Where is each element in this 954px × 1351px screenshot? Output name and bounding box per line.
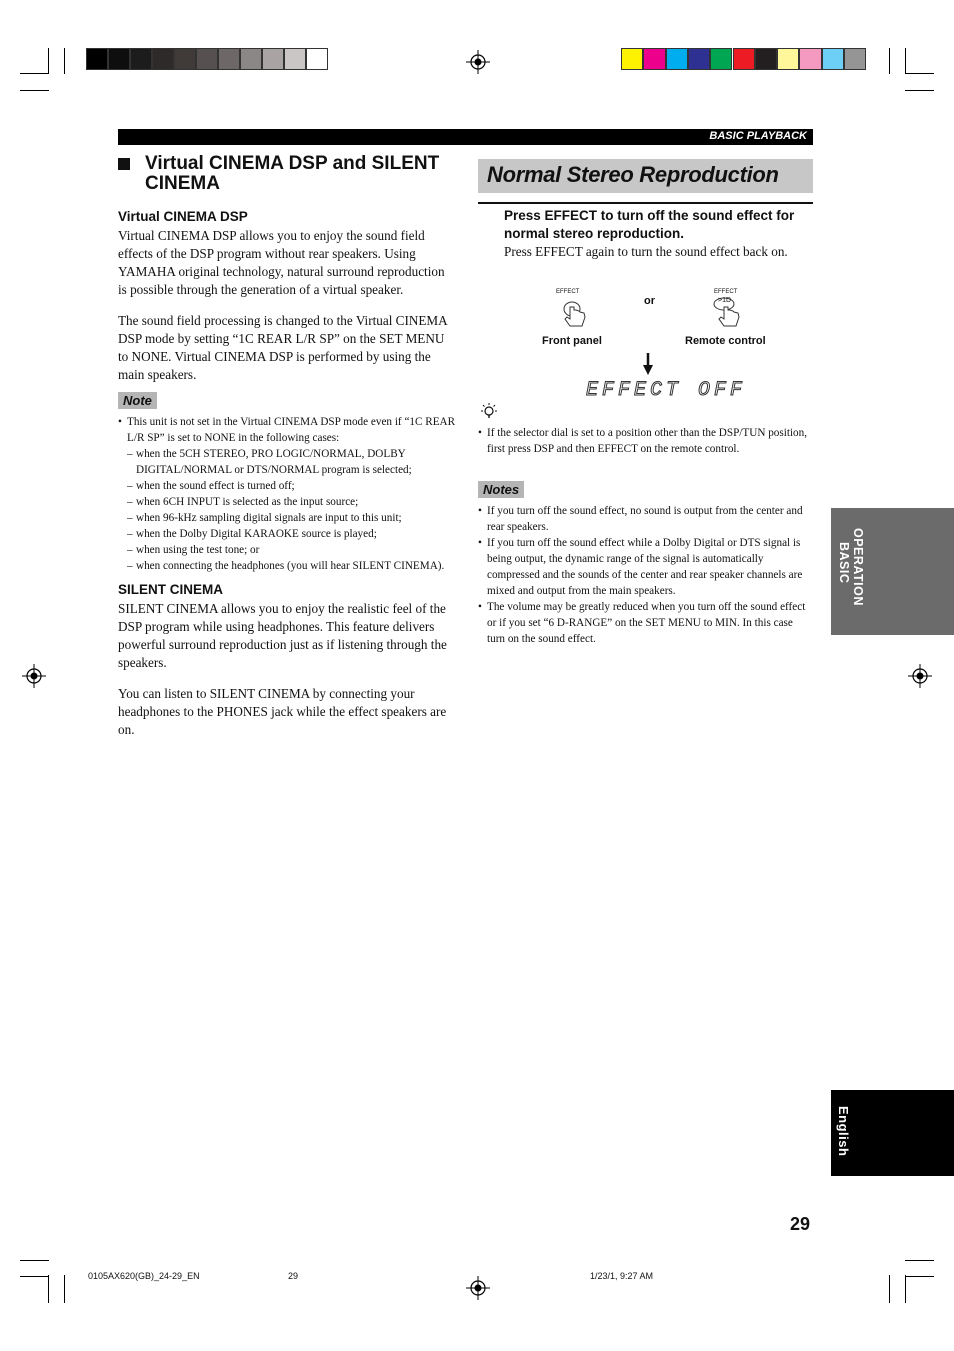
color-swatch <box>284 48 306 70</box>
note-case-item: – when 96-kHz sampling digital signals are input to this unit; <box>127 510 456 526</box>
color-swatch <box>174 48 196 70</box>
english-tab-text: English <box>836 1106 851 1157</box>
front-effect-label: EFFECT <box>556 289 580 295</box>
tip-icon <box>478 402 500 418</box>
registration-mark-bottom <box>466 1276 490 1300</box>
color-swatch <box>218 48 240 70</box>
instruction-bold: Press EFFECT to turn off the sound effect for normal stereo reproduction. <box>504 208 795 241</box>
color-swatch <box>130 48 152 70</box>
notes-item: • If you turn off the sound effect, no sound is output from the center and rear speakers. <box>478 503 812 535</box>
page-number: 29 <box>790 1214 811 1234</box>
section-header-bar <box>118 129 813 145</box>
footer-date: 1/23/1, 9:27 AM <box>590 1271 654 1281</box>
color-swatch <box>152 48 174 70</box>
silent-paragraph-2: You can listen to SILENT CINEMA by connecting your headphones to the PHONES jack while the effect speakers are on. <box>118 686 447 737</box>
color-swatch <box>86 48 108 70</box>
color-swatch <box>666 48 688 70</box>
remote-effect-label: EFFECT <box>714 289 738 295</box>
color-swatch <box>755 48 777 70</box>
color-swatch <box>306 48 328 70</box>
silent-paragraph-1: SILENT CINEMA allows you to enjoy the realistic feel of the DSP program while using headphones. This feature delivers powerful surround reproduction just as if listening through the speakers. <box>118 601 447 670</box>
english-tab <box>831 1090 954 1176</box>
color-swatch <box>262 48 284 70</box>
tip-block <box>478 425 812 457</box>
notes-item: • If you turn off the sound effect while a Dolby Digital or DTS signal is being output, the dynamic range of the signal is automatically compressed and the sounds of the center and rear speaker channels are mixed and output from the main speakers. <box>478 535 812 599</box>
color-swatch <box>822 48 844 70</box>
color-swatch <box>240 48 262 70</box>
title-band <box>478 159 813 193</box>
basic-operation-tab-text: OPERATION BASIC <box>837 528 865 606</box>
notes-block <box>478 481 812 647</box>
remote-control-caption: Remote control <box>685 335 766 347</box>
effect-figure <box>500 285 800 410</box>
color-swatch <box>108 48 130 70</box>
note-case-item: – when the Dolby Digital KARAOKE source is played; <box>127 526 456 542</box>
color-swatch <box>777 48 799 70</box>
vcd-paragraph-1: Virtual CINEMA DSP allows you to enjoy the sound field effects of the DSP program without rear speakers. Using YAMAHA original technology, natural surround reproduction is possible through the generation of a virtual speaker. <box>118 228 445 297</box>
note-case-item: – when the 5CH STEREO, PRO LOGIC/NORMAL, DOLBY DIGITAL/NORMAL or DTS/NORMAL program is selected; <box>127 446 456 478</box>
note-case-list <box>127 446 456 574</box>
front-panel-effect-button-icon <box>558 297 596 331</box>
remote-button-text: >1D <box>718 297 732 304</box>
display-readout: EFFECT OFF <box>586 379 747 402</box>
vcd-paragraph-2: The sound field processing is changed to the Virtual CINEMA DSP mode by setting “1C REAR L/R SP” on the SET MENU to NONE. Virtual CINEMA DSP is performed by using the main speakers. <box>118 313 447 382</box>
color-swatch <box>710 48 732 70</box>
vcd-heading: Virtual CINEMA DSP <box>118 209 248 224</box>
section-title: Virtual CINEMA DSP and SILENT CINEMA <box>118 154 456 194</box>
color-swatch <box>799 48 821 70</box>
left-column <box>118 154 456 739</box>
note-label: Note <box>118 392 157 409</box>
instruction-block <box>504 207 804 261</box>
basic-operation-tab <box>831 508 954 635</box>
section-header-label: BASIC PLAYBACK <box>709 130 807 142</box>
tip-item: • If the selector dial is set to a position other than the DSP/TUN position, first press DSP and then EFFECT on the remote control. <box>478 425 812 457</box>
footer-file: 0105AX620(GB)_24-29_EN <box>88 1271 200 1281</box>
note-bullet: • This unit is not set in the Virtual CINEMA DSP mode even if “1C REAR L/R SP” is set to NONE in the following cases: – when the 5CH STEREO, PRO LOGIC/NORMAL, DOLBY DIGITAL/NORMAL or DTS/NORMAL program is selected; – when the sound effect is turned off; – when 6CH INPUT is selected as the input source; – when 96-kHz sampling digital signals are input to this unit; – when the Dolby Digital KARAOKE source is played; – when using the test tone; or – when connecting the headphones (you will hear SILENT CINEMA). <box>118 414 456 574</box>
color-swatch <box>844 48 866 70</box>
page-title: Normal Stereo Reproduction <box>487 162 779 187</box>
note-case-item: – when using the test tone; or <box>127 542 456 558</box>
front-panel-caption: Front panel <box>542 335 602 347</box>
registration-mark-left <box>22 664 46 688</box>
note-case-item: – when 6CH INPUT is selected as the input source; <box>127 494 456 510</box>
registration-mark-right <box>908 664 932 688</box>
notes-label: Notes <box>478 481 524 498</box>
down-arrow-icon <box>642 353 654 377</box>
registration-mark-top <box>466 50 490 74</box>
note-case-item: – when the sound effect is turned off; <box>127 478 456 494</box>
silent-heading: SILENT CINEMA <box>118 582 224 597</box>
instruction-text: Press EFFECT again to turn the sound effect back on. <box>504 244 788 259</box>
color-swatch <box>621 48 643 70</box>
note-case-item: – when connecting the headphones (you will hear SILENT CINEMA). <box>127 558 456 574</box>
color-swatch <box>643 48 665 70</box>
color-swatch <box>733 48 755 70</box>
footer-page: 29 <box>288 1271 299 1281</box>
color-swatch <box>688 48 710 70</box>
title-rule <box>478 202 813 204</box>
note-block <box>118 392 456 574</box>
notes-item: • The volume may be greatly reduced when you turn off the sound effect or if you set “6 D-RANGE” on the SET MENU to MIN. In this case turn on the sound effect. <box>478 599 812 647</box>
square-bullet-icon <box>118 158 130 170</box>
or-label: or <box>644 295 655 307</box>
color-swatch <box>196 48 218 70</box>
